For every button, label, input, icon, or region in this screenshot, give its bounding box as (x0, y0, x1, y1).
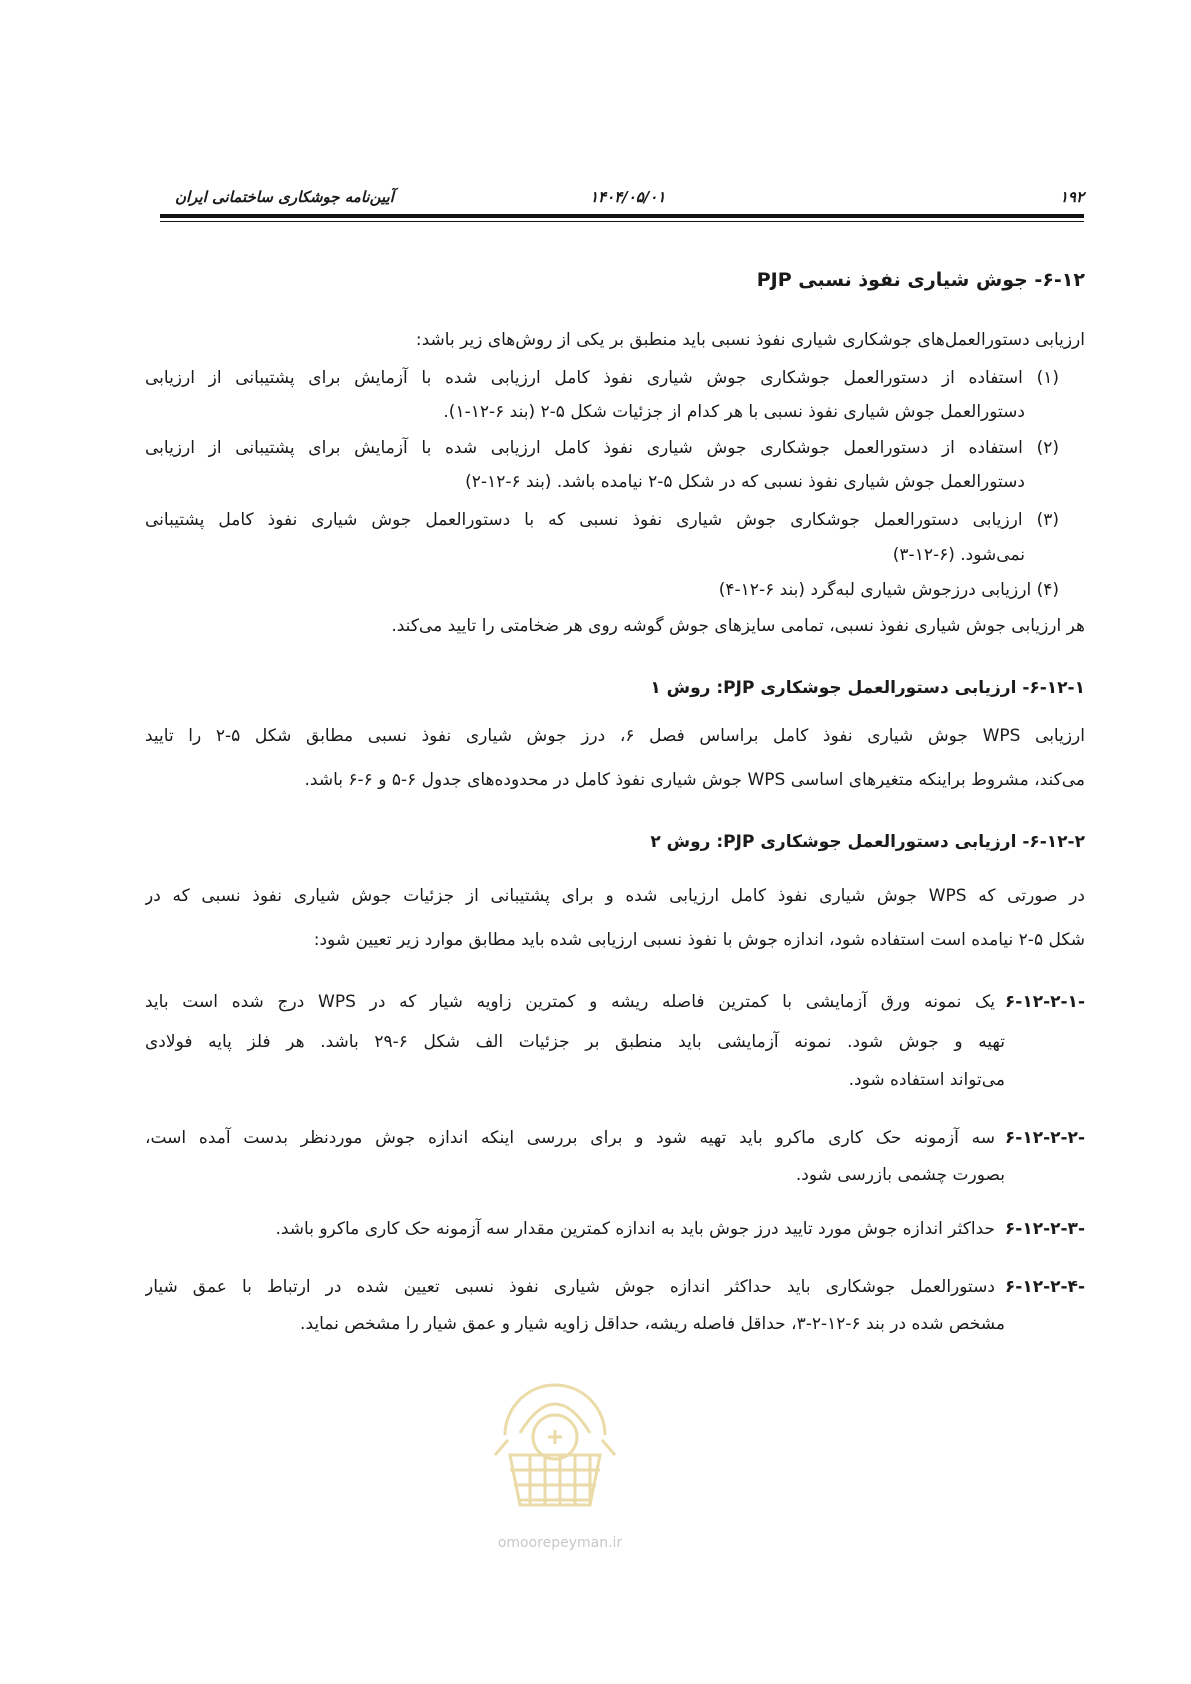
section-heading: ۶-۱۲- جوش شیاری نفوذ نسبی PJP (756, 269, 1085, 291)
page-content (145, 0, 1085, 1684)
page-number: ۱۹۲ (1059, 188, 1084, 206)
clause-2-number: ۶-۱۲-۲-۲- (1004, 1128, 1085, 1148)
clause-1-number: ۶-۱۲-۲-۱- (1004, 992, 1085, 1012)
clause-4-line-1: دستورالعمل جوشکاری باید حداکثر اندازه جوش شیاری نفوذ نسبی تعیین شده در ارتباط با عمق شیار (145, 1277, 995, 1297)
list-item-2-line-2: دستورالعمل جوش شیاری نفوذ نسبی که در شکل ۵-۲ نیامده باشد. (بند ۶-۱۲-۲) (465, 472, 1025, 492)
list-item-4: (۴) ارزیابی درزجوش شیاری لبه‌گرد (بند ۶-۱۲-۴) (718, 580, 1059, 600)
clause-3-line-1: حداکثر اندازه جوش مورد تایید درز جوش باید به اندازه کمترین مقدار سه آزمونه حک کاری ماکرو باشد. (275, 1219, 995, 1239)
subsection-1-line-2: می‌کند، مشروط براینکه متغیرهای اساسی WPS جوش شیاری نفوذ کامل در محدوده‌های جدول ۶-۵ و ۶-۶ باشد. (304, 770, 1085, 790)
header-date: ۱۴۰۴/۰۵/۰۱ (590, 188, 666, 206)
list-item-2-line-1: (۲) استفاده از دستورالعمل جوشکاری جوش شیاری نفوذ کامل ارزیابی شده با آزمایش برای پشتیبانی از ارزیابی (145, 438, 1059, 458)
clause-1-line-3: می‌تواند استفاده شود. (848, 1070, 1005, 1090)
section-closing: هر ارزیابی جوش شیاری نفوذ نسبی، تمامی سایزهای جوش گوشه روی هر ضخامتی را تایید می‌کند. (391, 616, 1085, 636)
clause-1-line-2: تهیه و جوش شود. نمونه آزمایشی باید منطبق بر جزئیات الف شکل ۶-۲۹ باشد. هر فلز پایه فولادی (145, 1032, 1005, 1052)
clause-4-number: ۶-۱۲-۲-۴- (1004, 1277, 1085, 1297)
watermark-site: omoorepeyman.ir (497, 1535, 623, 1551)
subsection-2-line-2: شکل ۵-۲ نیامده است استفاده شود، اندازه جوش با نفوذ نسبی ارزیابی شده باید مطابق موارد زیر تعیین شود: (313, 930, 1085, 950)
clause-2-line-1: سه آزمونه حک کاری ماکرو باید تهیه شود و برای بررسی اینکه اندازه جوش موردنظر بدست آمده است، (145, 1128, 995, 1148)
clause-1-line-1: یک نمونه ورق آزمایشی با کمترین فاصله ریشه و کمترین زاویه شیار که در WPS درج شده است باید (145, 992, 995, 1012)
clause-4-line-2: مشخص شده در بند ۶-۱۲-۲-۳، حداقل فاصله ریشه، حداقل زاویه شیار و عمق شیار را مشخص نماید. (300, 1314, 1005, 1334)
list-item-3-line-1: (۳) ارزیابی دستورالعمل جوشکاری جوش شیاری نفوذ نسبی که با دستورالعمل جوش شیاری نفوذ کامل پشتیبانی (145, 510, 1059, 530)
subsection-1-heading: ۶-۱۲-۱- ارزیابی دستورالعمل جوشکاری PJP: روش ۱ (650, 678, 1085, 698)
clause-2-line-2: بصورت چشمی بازرسی شود. (795, 1165, 1005, 1185)
section-intro: ارزیابی دستورالعمل‌های جوشکاری شیاری نفوذ نسبی باید منطبق بر یکی از روش‌های زیر باشد: (415, 330, 1085, 350)
list-item-1-line-2: دستورالعمل جوش شیاری نفوذ نسبی با هر کدام از جزئیات شکل ۵-۲ (بند ۶-۱۲-۱). (443, 402, 1025, 422)
clause-3-number: ۶-۱۲-۲-۳- (1004, 1219, 1085, 1239)
book-title: آیین‌نامه جوشکاری ساختمانی ایران (175, 188, 394, 206)
subsection-2-heading: ۶-۱۲-۲- ارزیابی دستورالعمل جوشکاری PJP: روش ۲ (650, 832, 1085, 852)
list-item-3-line-2: نمی‌شود. (۶-۱۲-۳) (892, 545, 1025, 565)
list-item-1-line-1: (۱) استفاده از دستورالعمل جوشکاری جوش شیاری نفوذ کامل ارزیابی شده با آزمایش برای پشتیبانی از ارزیابی (145, 368, 1059, 388)
subsection-1-line-1: ارزیابی WPS جوش شیاری نفوذ کامل براساس فصل ۶، درز جوش شیاری نفوذ نسبی مطابق شکل ۵-۲ را تایید (145, 726, 1085, 746)
subsection-2-line-1: در صورتی که WPS جوش شیاری نفوذ کامل ارزیابی شده و برای پشتیبانی از جزئیات جوش شیاری نفوذ نسبی که در (145, 886, 1085, 906)
